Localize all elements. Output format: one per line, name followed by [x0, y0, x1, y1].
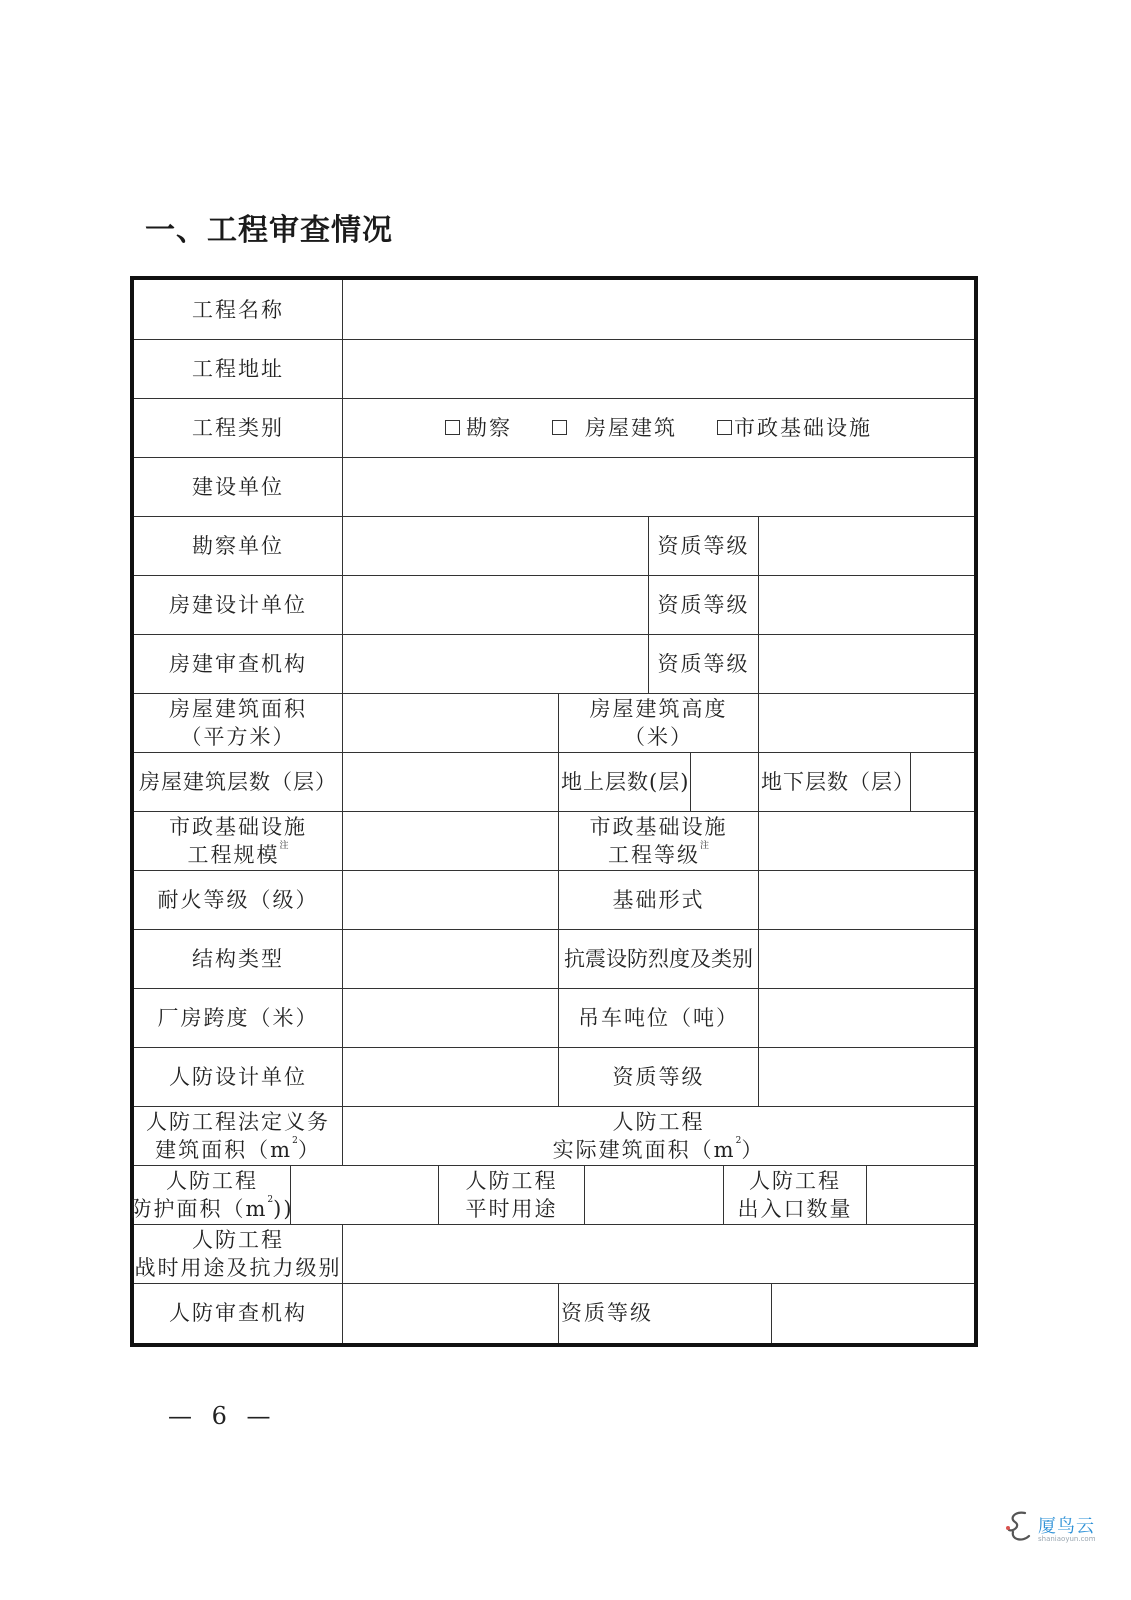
cd-wartime-use-field[interactable] — [343, 1224, 974, 1283]
survey-qualification-label: 资质等级 — [657, 533, 750, 558]
fire-rating-label: 耐火等级（级） — [157, 887, 319, 912]
cd-statutory-area-label — [134, 1106, 342, 1165]
category-option-municipal[interactable] — [717, 414, 872, 442]
foundation-type-field[interactable] — [759, 870, 974, 929]
project-name-field[interactable] — [343, 280, 974, 339]
floors-above-field[interactable] — [691, 752, 758, 811]
page-title: 一、工程审查情况 — [145, 213, 393, 248]
cd-entrances-line2: 出入口数量 — [737, 1196, 853, 1221]
cd-entrances-label — [724, 1165, 866, 1224]
floors-below-field[interactable] — [911, 752, 974, 811]
housing-review-agency-label: 房建审查机构 — [169, 651, 307, 676]
cd-statutory-area-field[interactable] — [343, 1106, 558, 1165]
cd-review-qualification-field[interactable] — [772, 1283, 974, 1343]
survey-unit-label: 勘察单位 — [192, 533, 284, 558]
project-name-label: 工程名称 — [192, 297, 284, 322]
municipal-scale-note: 注 — [279, 840, 289, 851]
building-height-label — [559, 693, 758, 752]
cd-statutory-area-text: 建筑面积（m — [155, 1137, 293, 1162]
cd-design-qualification-field[interactable] — [759, 1047, 974, 1106]
civil-defense-design-unit-label: 人防设计单位 — [169, 1064, 307, 1089]
cd-wartime-use-line1: 人防工程 — [192, 1227, 284, 1252]
checkbox-survey[interactable] — [445, 420, 460, 435]
project-address-field[interactable] — [343, 339, 974, 398]
building-area-line1: 房屋建筑面积 — [169, 696, 307, 721]
construction-unit-label: 建设单位 — [192, 474, 284, 499]
foundation-type-label: 基础形式 — [612, 887, 705, 912]
cd-entrances-field[interactable] — [867, 1165, 974, 1224]
category-option-survey[interactable] — [445, 414, 512, 442]
structure-type-field[interactable] — [343, 929, 558, 988]
cd-peacetime-use-label — [439, 1165, 584, 1224]
project-address-label: 工程地址 — [192, 356, 284, 381]
cd-protection-area-sup: 2 — [267, 1194, 274, 1205]
category-option-building[interactable] — [552, 414, 677, 442]
construction-unit-field[interactable] — [343, 457, 974, 516]
project-category-label: 工程类别 — [192, 415, 284, 440]
housing-review-agency-field[interactable] — [343, 634, 648, 693]
survey-unit-field[interactable] — [343, 516, 648, 575]
cd-actual-area-field[interactable] — [759, 1106, 974, 1165]
housing-design-unit-label: 房建设计单位 — [169, 592, 307, 617]
watermark-name: 厦鸟云 — [1038, 1516, 1095, 1537]
municipal-scale-field[interactable] — [343, 811, 558, 870]
municipal-grade-field[interactable] — [759, 811, 974, 870]
checkbox-building[interactable] — [552, 420, 567, 435]
watermark — [1003, 1508, 1103, 1548]
cd-wartime-use-label — [134, 1224, 342, 1283]
fire-rating-field[interactable] — [343, 870, 558, 929]
cd-actual-area-label — [552, 1106, 765, 1165]
cd-protection-area-close: )) — [273, 1196, 294, 1221]
cd-protection-area-field[interactable] — [291, 1165, 438, 1224]
seismic-label: 抗震设防烈度及类别 — [564, 946, 753, 971]
review-qualification-field[interactable] — [759, 634, 974, 693]
cd-peacetime-use-field[interactable] — [585, 1165, 723, 1224]
watermark-logo-icon — [1003, 1508, 1037, 1546]
project-category-options — [343, 398, 974, 457]
cd-statutory-area-close: ） — [297, 1137, 321, 1162]
cd-actual-area-line2 — [553, 1136, 765, 1164]
checkbox-municipal[interactable] — [717, 420, 732, 435]
cd-statutory-area-line1: 人防工程法定义务 — [146, 1109, 330, 1134]
municipal-scale-label — [134, 811, 342, 870]
design-qualification-field[interactable] — [759, 575, 974, 634]
municipal-grade-line1: 市政基础设施 — [589, 814, 728, 839]
building-height-line1: 房屋建筑高度 — [589, 696, 728, 721]
category-survey-label: 勘察 — [466, 415, 512, 440]
cd-review-agency-field[interactable] — [343, 1283, 558, 1343]
municipal-scale-text: 工程规模 — [187, 842, 280, 867]
crane-tonnage-field[interactable] — [759, 988, 974, 1047]
cd-statutory-area-sup: 2 — [292, 1135, 298, 1146]
cd-peacetime-use-line1: 人防工程 — [465, 1168, 558, 1193]
cd-protection-area-label — [130, 1165, 294, 1224]
watermark-url: shaniaoyun.com — [1038, 1535, 1096, 1543]
cd-protection-area-line1: 人防工程 — [166, 1168, 258, 1193]
crane-tonnage-label: 吊车吨位（吨） — [578, 1005, 739, 1030]
building-height-line2: （米） — [624, 724, 693, 749]
floors-below-label: 地下层数（层） — [761, 769, 915, 794]
civil-defense-design-unit-field[interactable] — [343, 1047, 558, 1106]
municipal-scale-line1: 市政基础设施 — [169, 814, 307, 839]
cd-entrances-line1: 人防工程 — [749, 1168, 841, 1193]
cd-actual-area-line1: 人防工程 — [612, 1109, 705, 1134]
building-height-field[interactable] — [759, 693, 974, 752]
cd-wartime-use-line2: 战时用途及抗力级别 — [134, 1255, 342, 1280]
survey-qualification-field[interactable] — [759, 516, 974, 575]
cd-statutory-area-line2 — [155, 1136, 321, 1164]
municipal-scale-line2 — [187, 841, 288, 869]
municipal-grade-text: 工程等级 — [607, 842, 700, 867]
municipal-grade-note: 注 — [699, 840, 709, 851]
category-municipal-label: 市政基础设施 — [734, 415, 872, 440]
cd-review-qualification-label: 资质等级 — [561, 1301, 653, 1325]
design-qualification-label: 资质等级 — [657, 592, 750, 617]
floors-above-label: 地上层数(层) — [561, 769, 690, 794]
building-area-label — [134, 693, 342, 752]
cd-actual-area-sup: 2 — [735, 1135, 742, 1146]
cd-design-qualification-label: 资质等级 — [612, 1064, 705, 1089]
building-area-field[interactable] — [343, 693, 558, 752]
category-building-label: 房屋建筑 — [585, 415, 677, 440]
municipal-grade-line2 — [608, 841, 709, 869]
cd-peacetime-use-line2: 平时用途 — [465, 1196, 558, 1221]
building-area-line2: （平方米） — [180, 724, 296, 749]
cd-actual-area-text: 实际建筑面积（m — [552, 1137, 736, 1162]
municipal-grade-label — [559, 811, 758, 870]
plant-span-label: 厂房跨度（米） — [157, 1005, 319, 1030]
cd-protection-area-line2 — [130, 1195, 293, 1223]
cd-protection-area-text: 防护面积（m — [130, 1196, 268, 1221]
review-qualification-label: 资质等级 — [657, 651, 750, 676]
seismic-field[interactable] — [759, 929, 974, 988]
project-review-form — [130, 276, 978, 1347]
structure-type-label: 结构类型 — [192, 946, 284, 971]
housing-design-unit-field[interactable] — [343, 575, 648, 634]
cd-actual-area-close: ） — [741, 1137, 765, 1162]
building-floors-field[interactable] — [343, 752, 558, 811]
building-floors-label: 房屋建筑层数（层） — [139, 769, 337, 794]
plant-span-field[interactable] — [343, 988, 558, 1047]
page-number: — 6 — — [168, 1402, 277, 1430]
cd-review-agency-label: 人防审查机构 — [169, 1301, 307, 1325]
